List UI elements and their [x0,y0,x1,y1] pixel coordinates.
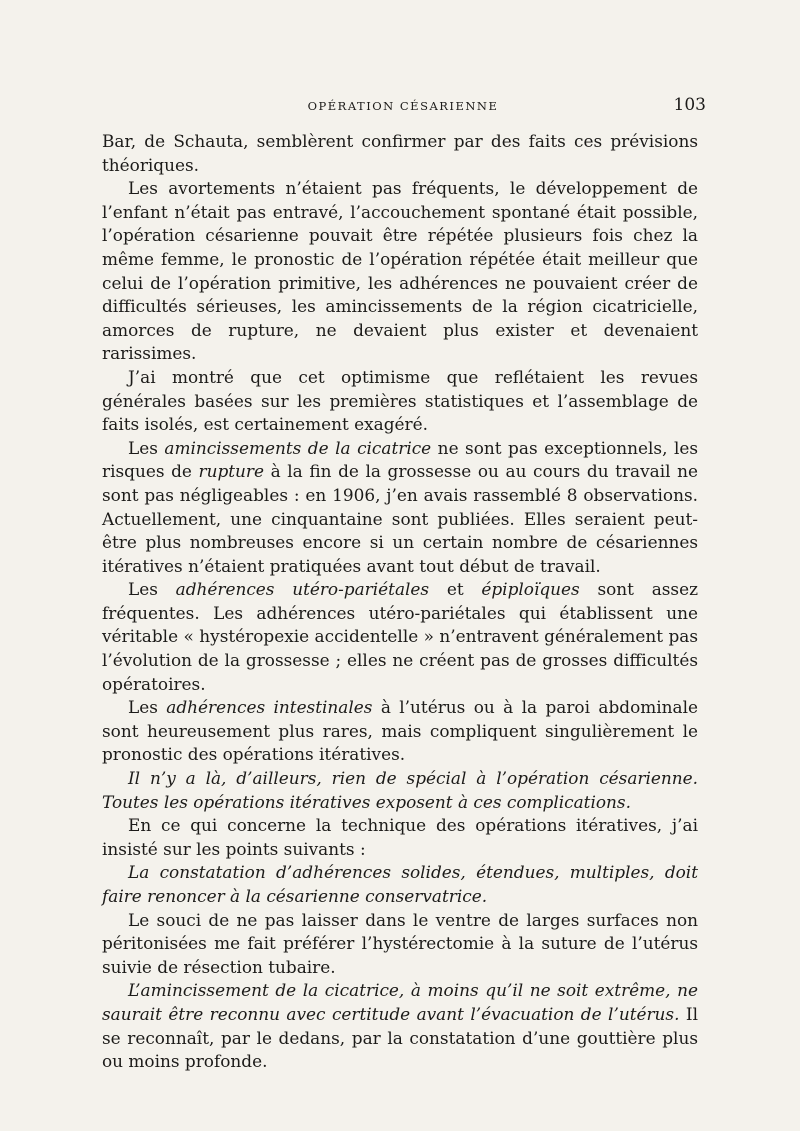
text: sont assez fréquentes. Les adhérences utéro-pariétales qui établissent une véritable « hystéropexie accidentelle » n’entravent généralement pas l’évolution de la grossesse ; elles ne créent pas de grosses difficultés opératoires. [102,579,699,694]
italic-text: épiploïques [481,579,580,600]
paragraph [102,861,698,908]
paragraph [102,437,698,579]
paragraph [102,696,698,767]
text: ne sont pas exceptionnels, les risques de [102,437,699,482]
text: Le souci de ne pas laisser dans le ventre de larges surfaces non péritonisées me fait préférer l’hystérectomie à la suture de l’utérus suivie de résection tubaire. [102,909,698,977]
text: Les [128,437,165,458]
page-header [100,95,706,119]
italic-text: L’amincissement de la cicatrice, à moins qu’il ne soit extrême, ne saurait être reconnu avec certitude avant l’évacuation de l’utérus. [102,980,698,1024]
paragraph [102,979,698,1073]
body-text [102,130,698,1074]
text: à la fin de la grossesse ou au cours du travail ne sont pas négligeables : en 1906, j’en avais rassemblé 8 observations. Actuellement, une cinquantaine sont publiées. Elles seraient peut-être plus nombreuses encore si un certain nombre de césariennes itératives n’étaient pratiquées avant tout début de travail. [102,461,698,576]
running-head: OPÉRATION CÉSARIENNE [307,99,499,113]
text: Les [128,697,167,718]
text: J’ai montré que cet optimisme que reflétaient les revues générales basées sur les premières statistiques et l’assemblage de faits isolés, est certainement exagéré. [102,366,698,435]
italic-text: amincissements de la cicatrice [164,437,432,458]
italic-text: rupture [198,461,265,482]
italic-text: adhérences utéro-pariétales [175,579,430,600]
italic-text: Il n’y a là, d’ailleurs, rien de spécial à l’opération césarienne. Toutes les opérations itératives exposent à ces complications. [102,768,698,812]
paragraph [102,177,698,366]
paragraph [102,814,698,861]
text: Bar, de Schauta, semblèrent confirmer par des faits ces prévisions théoriques. [102,131,698,175]
text: à l’utérus ou à la paroi abdominale sont heureusement plus rares, mais compliquent singulièrement le pronostic des opérations itératives. [102,697,699,765]
text: En ce qui concerne la technique des opérations itératives, j’ai insisté sur les points suivants : [102,815,698,859]
paragraph [102,909,698,980]
paragraph [102,366,698,437]
italic-text: adhérences intestinales [166,697,373,718]
italic-text: La constatation d’adhérences solides, étendues, multiples, doit faire renoncer à la césarienne conservatrice. [102,862,698,906]
text: Les avortements n’étaient pas fréquents, le développement de l’enfant n’était pas entravé, l’accouchement spontané était possible, l’opération césarienne pouvait être répétée plusieurs fois chez la même femme, le pronostic de l’opération répétée était meilleur que celui de l’opération primitive, les adhérences ne pouvaient créer de difficultés sérieuses, les amincissements de la région cicatricielle, amorces de rupture, ne devaient plus exister et devenaient rarissimes. [102,178,698,364]
text: Il se reconnaît, par le dedans, par la constatation d’une gouttière plus ou moins profonde. [102,1003,698,1072]
text: Les [128,579,176,600]
page-number: 103 [673,95,706,115]
paragraph [102,578,698,696]
paragraph [102,130,698,177]
text: et [429,579,482,600]
paragraph [102,767,698,814]
